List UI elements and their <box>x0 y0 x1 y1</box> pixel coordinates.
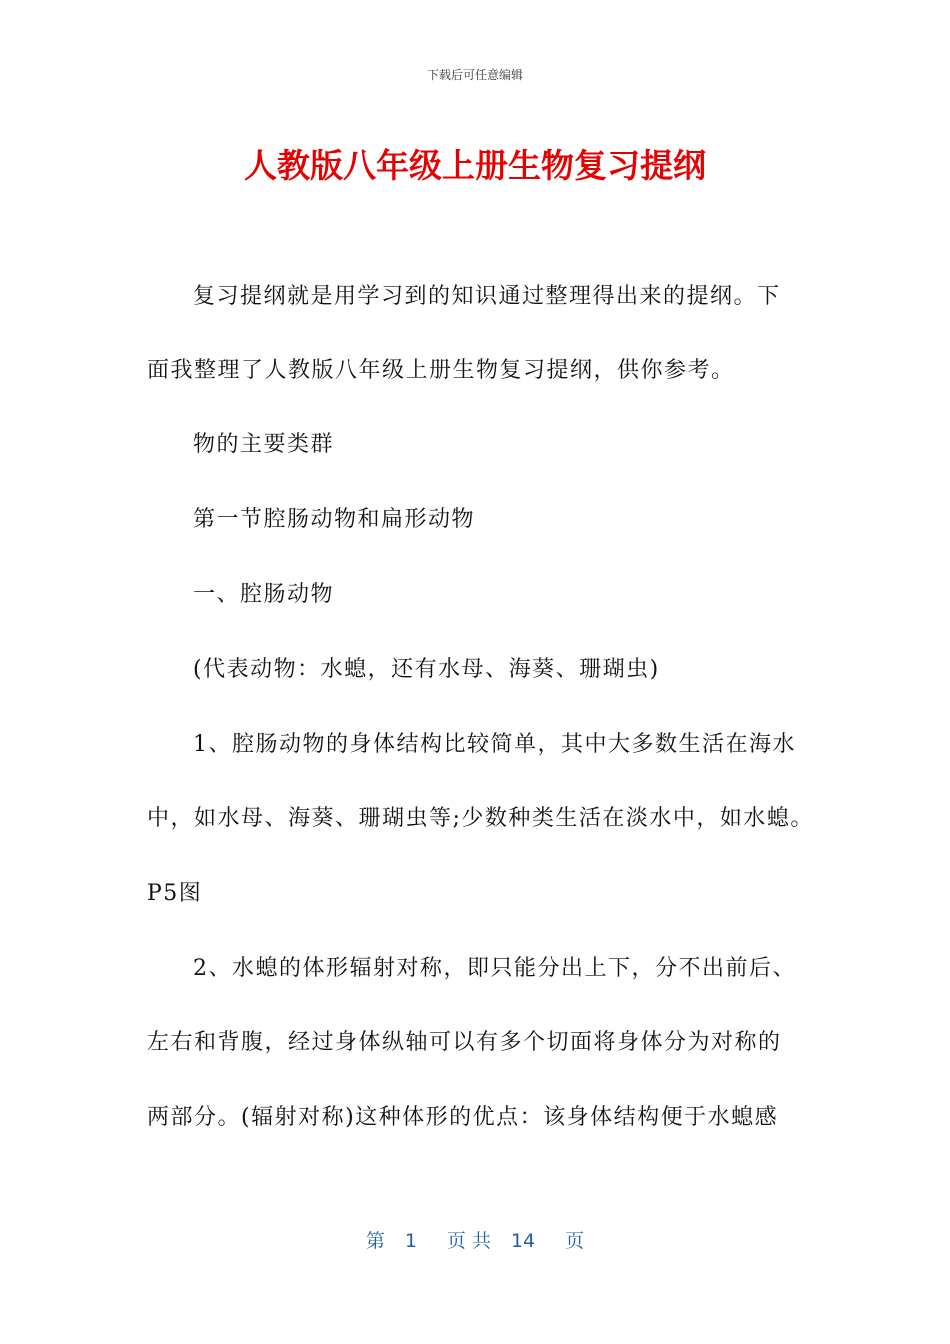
document-title: 人教版八年级上册生物复习提纲 <box>244 146 706 185</box>
paragraph-line: 左右和背腹，经过身体纵轴可以有多个切面将身体分为对称的 <box>147 1030 782 1055</box>
footer-middle: 页 共 <box>446 1230 491 1252</box>
footer-total-pages: 14 <box>510 1230 536 1252</box>
paragraph-line: 两部分。(辐射对称)这种体形的优点：该身体结构便于水螅感 <box>147 1105 779 1130</box>
paragraph-line: 面我整理了人教版八年级上册生物复习提纲，供你参考。 <box>147 358 735 383</box>
paragraph-line: 复习提纲就是用学习到的知识通过整理得出来的提纲。下 <box>193 284 781 309</box>
header-note: 下载后可任意编辑 <box>426 68 523 82</box>
paragraph-line: P5图 <box>147 881 203 906</box>
paragraph-line: 2、水螅的体形辐射对称，即只能分出上下，分不出前后、 <box>193 956 796 981</box>
section-heading: 物的主要类群 <box>193 432 335 457</box>
page-footer <box>0 1226 950 1253</box>
footer-suffix: 页 <box>565 1230 585 1252</box>
subsection-heading: 一、腔肠动物 <box>193 582 335 607</box>
footer-prefix: 第 <box>365 1230 385 1252</box>
paragraph-line: 中，如水母、海葵、珊瑚虫等;少数种类生活在淡水中，如水螅。 <box>147 806 814 831</box>
paragraph-line: (代表动物：水螅，还有水母、海葵、珊瑚虫) <box>193 657 660 682</box>
section-heading: 第一节腔肠动物和扁形动物 <box>193 507 476 532</box>
paragraph-line: 1、腔肠动物的身体结构比较简单，其中大多数生活在海水 <box>193 732 796 757</box>
footer-current-page: 1 <box>404 1230 417 1252</box>
